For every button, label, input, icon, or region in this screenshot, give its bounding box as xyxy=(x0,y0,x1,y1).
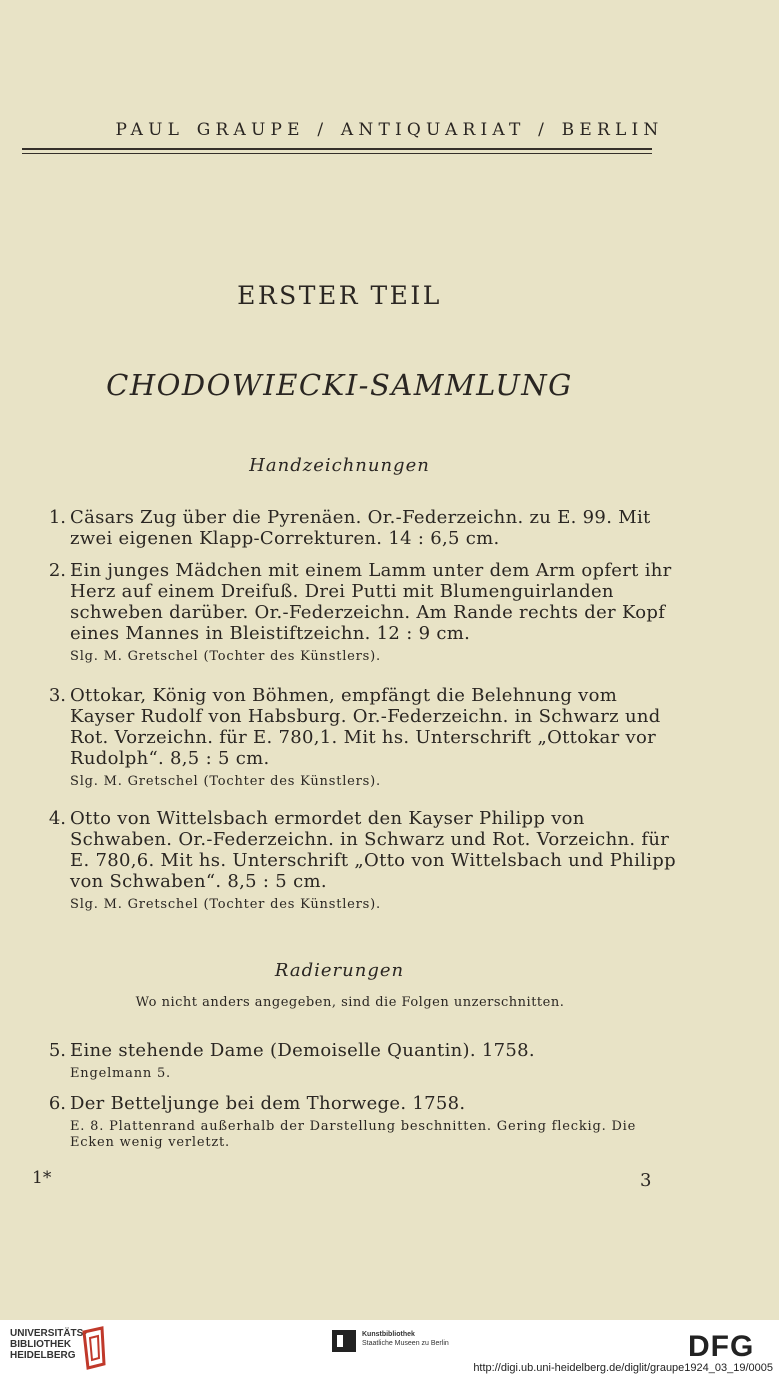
permalink-url[interactable]: http://digi.ub.uni-heidelberg.de/diglit/graupe1924_03_19/0005 xyxy=(473,1362,773,1374)
header-rule-thick xyxy=(22,148,652,150)
logo-line: Staatliche Museen zu Berlin xyxy=(362,1340,449,1347)
entry-description: Eine stehende Dame (Demoiselle Quantin). 1758. xyxy=(70,1040,535,1061)
logo-line: UNIVERSITÄTS- xyxy=(10,1328,87,1339)
logo-line: Kunstbibliothek xyxy=(362,1331,415,1338)
entry-description: Ein junges Mädchen mit einem Lamm unter dem Arm opfert ihr Herz auf einem Dreifuß. Drei Putti mit Blumenguirlanden schweben darüber. Or.-Federzeichn. Am Rande rechts der Kopf eines Mannes in Bleistiftzeichn. 12 : 9 cm. xyxy=(70,560,672,644)
kunstbibliothek-logo-text[interactable] xyxy=(362,1330,449,1348)
signature-mark: 1* xyxy=(32,1168,52,1188)
dfg-logo[interactable]: DFG xyxy=(688,1330,755,1363)
university-library-logo[interactable] xyxy=(10,1328,87,1361)
entry-text-block xyxy=(70,507,676,549)
kunstbibliothek-icon xyxy=(332,1330,356,1352)
collection-title: CHODOWIECKI-SAMMLUNG xyxy=(106,368,573,402)
part-title: ERSTER TEIL xyxy=(237,281,442,310)
entry-description: Otto von Wittelsbach ermordet den Kayser Philipp von Schwaben. Or.-Federzeichn. in Schwarz und Rot. Vorzeichn. für E. 780,6. Mit hs. Unterschrift „Otto von Wittelsbach und Philipp von Schwaben“. 8,5 : 5 cm. xyxy=(70,808,676,892)
entry-description: Cäsars Zug über die Pyrenäen. Or.-Federzeichn. zu E. 99. Mit zwei eigenen Klapp-Correkturen. 14 : 6,5 cm. xyxy=(70,507,651,549)
logo-line: BIBLIOTHEK xyxy=(10,1339,72,1350)
section-title-drawings: Handzeichnungen xyxy=(249,455,430,476)
entry-text-block xyxy=(70,1040,676,1082)
entry-text-block xyxy=(70,560,676,665)
running-head: PAUL GRAUPE / ANTIQUARIAT / BERLIN xyxy=(115,120,664,140)
entry-number: 4. xyxy=(48,808,66,829)
entry-provenance: Slg. M. Gretschel (Tochter des Künstlers). xyxy=(70,649,381,664)
entry-provenance: Slg. M. Gretschel (Tochter des Künstlers). xyxy=(70,897,381,912)
entry-text-block xyxy=(70,685,676,790)
entry-number: 5. xyxy=(48,1040,66,1061)
entry-provenance: Slg. M. Gretschel (Tochter des Künstlers). xyxy=(70,774,381,789)
section-title-etchings: Radierungen xyxy=(274,960,405,981)
entry-description: Ottokar, König von Böhmen, empfängt die Belehnung vom Kayser Rudolf von Habsburg. Or.-Federzeichn. in Schwarz und Rot. Vorzeichn. für E. 780,1. Mit hs. Unterschrift „Ottokar vor Rudolph“. 8,5 : 5 cm. xyxy=(70,685,661,769)
entry-text-block xyxy=(70,808,676,913)
entry-number: 1. xyxy=(48,507,66,528)
entry-number: 2. xyxy=(48,560,66,581)
logo-line: HEIDELBERG xyxy=(10,1350,76,1361)
header-rule-thin xyxy=(22,153,652,154)
entry-text-block xyxy=(70,1093,676,1151)
entry-provenance: E. 8. Plattenrand außerhalb der Darstellung beschnitten. Gering fleckig. Die Ecken wenig verletzt. xyxy=(70,1119,637,1150)
section-note: Wo nicht anders angegeben, sind die Folgen unzerschnitten. xyxy=(135,995,565,1010)
digitization-footer xyxy=(0,1320,779,1377)
entry-provenance: Engelmann 5. xyxy=(70,1066,171,1081)
page-number: 3 xyxy=(640,1170,652,1191)
entry-number: 6. xyxy=(48,1093,66,1114)
entry-number: 3. xyxy=(48,685,66,706)
entry-description: Der Betteljunge bei dem Thorwege. 1758. xyxy=(70,1093,466,1114)
